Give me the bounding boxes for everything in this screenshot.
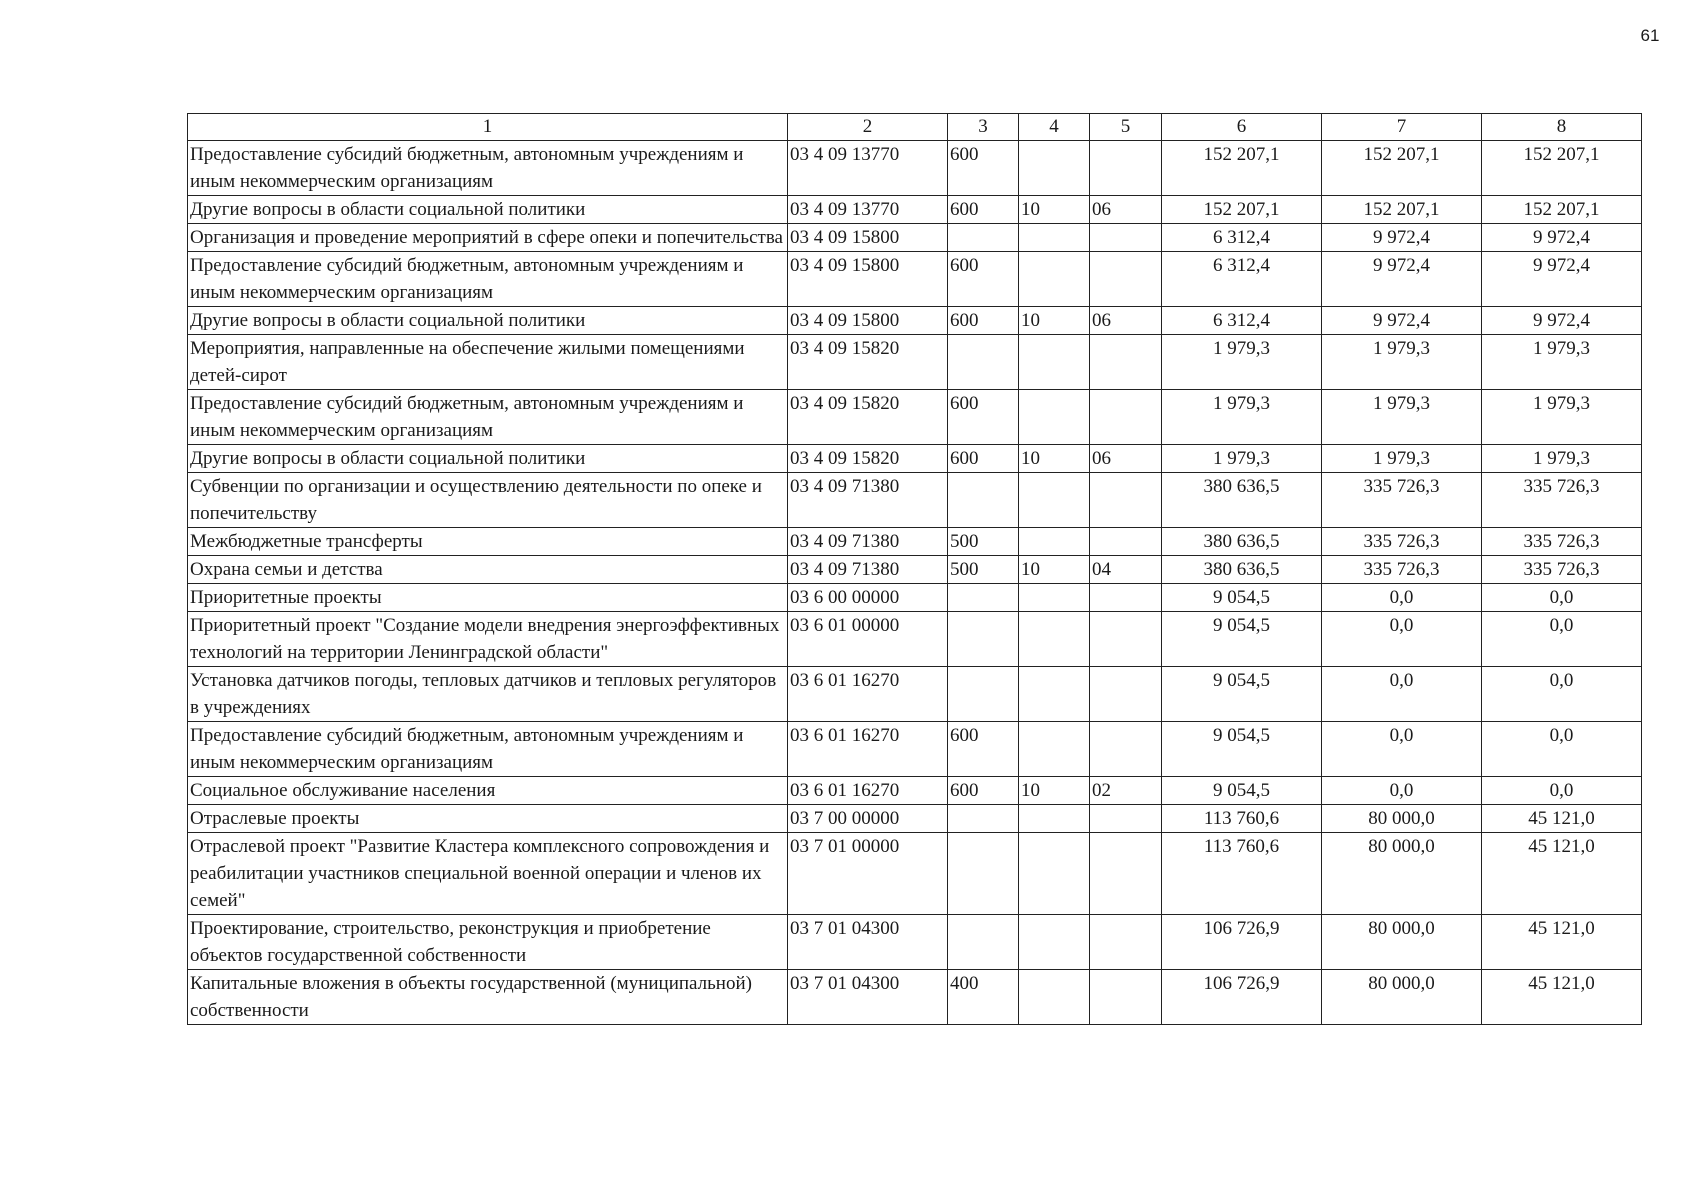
row-expense-type-cell <box>948 833 1019 915</box>
row-value-col6-cell: 1 979,3 <box>1162 445 1322 473</box>
table-row <box>188 915 1642 970</box>
table-row <box>188 970 1642 1025</box>
column-header: 8 <box>1482 114 1642 141</box>
row-section-cell <box>1019 833 1090 915</box>
table-row <box>188 612 1642 667</box>
row-value-col7-cell: 80 000,0 <box>1322 915 1482 970</box>
row-value-col8-cell: 0,0 <box>1482 667 1642 722</box>
row-code-cell: 03 6 00 00000 <box>788 584 948 612</box>
row-name-cell: Предоставление субсидий бюджетным, автономным учреждениям и иным некоммерческим организациям <box>188 390 788 445</box>
row-value-col7-cell: 152 207,1 <box>1322 196 1482 224</box>
row-value-col8-cell: 335 726,3 <box>1482 473 1642 528</box>
row-section-cell <box>1019 584 1090 612</box>
table-row <box>188 196 1642 224</box>
row-value-col8-cell: 0,0 <box>1482 612 1642 667</box>
table-row <box>188 141 1642 196</box>
table-row <box>188 335 1642 390</box>
row-value-col7-cell: 335 726,3 <box>1322 473 1482 528</box>
row-name-cell: Проектирование, строительство, реконструкция и приобретение объектов государственной собственности <box>188 915 788 970</box>
row-code-cell: 03 4 09 71380 <box>788 473 948 528</box>
row-code-cell: 03 7 01 04300 <box>788 915 948 970</box>
table-row <box>188 252 1642 307</box>
row-expense-type-cell: 400 <box>948 970 1019 1025</box>
row-value-col6-cell: 9 054,5 <box>1162 612 1322 667</box>
row-name-cell: Предоставление субсидий бюджетным, автономным учреждениям и иным некоммерческим организациям <box>188 141 788 196</box>
row-name-cell: Отраслевые проекты <box>188 805 788 833</box>
column-header: 5 <box>1090 114 1162 141</box>
table-row <box>188 390 1642 445</box>
row-expense-type-cell <box>948 473 1019 528</box>
row-section-cell <box>1019 224 1090 252</box>
row-subsection-cell: 06 <box>1090 196 1162 224</box>
row-value-col7-cell: 80 000,0 <box>1322 833 1482 915</box>
row-expense-type-cell: 600 <box>948 307 1019 335</box>
row-value-col8-cell: 152 207,1 <box>1482 196 1642 224</box>
row-code-cell: 03 4 09 15820 <box>788 445 948 473</box>
row-name-cell: Другие вопросы в области социальной политики <box>188 445 788 473</box>
row-value-col8-cell: 45 121,0 <box>1482 833 1642 915</box>
column-header: 6 <box>1162 114 1322 141</box>
row-section-cell: 10 <box>1019 196 1090 224</box>
row-subsection-cell <box>1090 224 1162 252</box>
row-value-col8-cell: 0,0 <box>1482 777 1642 805</box>
table-row <box>188 833 1642 915</box>
row-value-col8-cell: 1 979,3 <box>1482 445 1642 473</box>
row-subsection-cell <box>1090 667 1162 722</box>
table-row <box>188 528 1642 556</box>
column-header: 7 <box>1322 114 1482 141</box>
row-name-cell: Межбюджетные трансферты <box>188 528 788 556</box>
table-row <box>188 584 1642 612</box>
row-value-col7-cell: 152 207,1 <box>1322 141 1482 196</box>
row-subsection-cell <box>1090 612 1162 667</box>
row-value-col7-cell: 80 000,0 <box>1322 805 1482 833</box>
row-expense-type-cell: 600 <box>948 390 1019 445</box>
row-value-col7-cell: 0,0 <box>1322 667 1482 722</box>
row-section-cell <box>1019 141 1090 196</box>
row-code-cell: 03 4 09 13770 <box>788 196 948 224</box>
table-row <box>188 445 1642 473</box>
row-value-col6-cell: 1 979,3 <box>1162 335 1322 390</box>
row-section-cell <box>1019 970 1090 1025</box>
row-value-col6-cell: 9 054,5 <box>1162 777 1322 805</box>
row-section-cell <box>1019 722 1090 777</box>
row-subsection-cell <box>1090 970 1162 1025</box>
row-section-cell <box>1019 528 1090 556</box>
row-section-cell <box>1019 805 1090 833</box>
row-expense-type-cell: 600 <box>948 196 1019 224</box>
row-name-cell: Отраслевой проект "Развитие Кластера комплексного сопровождения и реабилитации участников специальной военной операции и членов их семей" <box>188 833 788 915</box>
row-value-col7-cell: 1 979,3 <box>1322 390 1482 445</box>
row-subsection-cell: 06 <box>1090 307 1162 335</box>
row-value-col6-cell: 380 636,5 <box>1162 473 1322 528</box>
row-value-col8-cell: 0,0 <box>1482 722 1642 777</box>
row-name-cell: Другие вопросы в области социальной политики <box>188 307 788 335</box>
row-value-col6-cell: 9 054,5 <box>1162 584 1322 612</box>
row-value-col6-cell: 152 207,1 <box>1162 141 1322 196</box>
row-section-cell <box>1019 612 1090 667</box>
row-value-col7-cell: 0,0 <box>1322 584 1482 612</box>
row-subsection-cell <box>1090 528 1162 556</box>
row-section-cell <box>1019 335 1090 390</box>
row-subsection-cell: 06 <box>1090 445 1162 473</box>
row-section-cell: 10 <box>1019 556 1090 584</box>
row-code-cell: 03 4 09 15800 <box>788 224 948 252</box>
row-expense-type-cell: 600 <box>948 777 1019 805</box>
row-code-cell: 03 4 09 71380 <box>788 528 948 556</box>
row-expense-type-cell: 500 <box>948 556 1019 584</box>
row-value-col6-cell: 380 636,5 <box>1162 528 1322 556</box>
row-subsection-cell <box>1090 252 1162 307</box>
row-expense-type-cell: 600 <box>948 252 1019 307</box>
table-body <box>188 141 1642 1025</box>
row-subsection-cell <box>1090 805 1162 833</box>
row-value-col8-cell: 335 726,3 <box>1482 528 1642 556</box>
row-code-cell: 03 6 01 16270 <box>788 777 948 805</box>
row-value-col6-cell: 380 636,5 <box>1162 556 1322 584</box>
row-expense-type-cell: 600 <box>948 722 1019 777</box>
row-value-col6-cell: 9 054,5 <box>1162 722 1322 777</box>
row-name-cell: Мероприятия, направленные на обеспечение жилыми помещениями детей-сирот <box>188 335 788 390</box>
row-expense-type-cell: 500 <box>948 528 1019 556</box>
row-value-col7-cell: 1 979,3 <box>1322 335 1482 390</box>
row-expense-type-cell <box>948 584 1019 612</box>
row-value-col8-cell: 45 121,0 <box>1482 915 1642 970</box>
table-row <box>188 224 1642 252</box>
table-row <box>188 667 1642 722</box>
row-value-col7-cell: 0,0 <box>1322 612 1482 667</box>
row-name-cell: Капитальные вложения в объекты государственной (муниципальной) собственности <box>188 970 788 1025</box>
row-section-cell <box>1019 667 1090 722</box>
budget-table <box>187 113 1642 1025</box>
row-value-col7-cell: 0,0 <box>1322 777 1482 805</box>
row-value-col7-cell: 335 726,3 <box>1322 556 1482 584</box>
header-row <box>188 114 1642 141</box>
row-value-col8-cell: 45 121,0 <box>1482 970 1642 1025</box>
row-value-col6-cell: 6 312,4 <box>1162 224 1322 252</box>
row-subsection-cell: 04 <box>1090 556 1162 584</box>
row-subsection-cell <box>1090 722 1162 777</box>
row-code-cell: 03 4 09 15820 <box>788 335 948 390</box>
row-value-col7-cell: 9 972,4 <box>1322 307 1482 335</box>
row-name-cell: Другие вопросы в области социальной политики <box>188 196 788 224</box>
row-code-cell: 03 6 01 16270 <box>788 667 948 722</box>
row-code-cell: 03 4 09 15800 <box>788 252 948 307</box>
row-expense-type-cell <box>948 612 1019 667</box>
row-section-cell: 10 <box>1019 777 1090 805</box>
row-value-col8-cell: 335 726,3 <box>1482 556 1642 584</box>
row-expense-type-cell: 600 <box>948 445 1019 473</box>
row-expense-type-cell <box>948 667 1019 722</box>
row-subsection-cell <box>1090 390 1162 445</box>
row-code-cell: 03 4 09 13770 <box>788 141 948 196</box>
row-value-col7-cell: 335 726,3 <box>1322 528 1482 556</box>
row-value-col7-cell: 9 972,4 <box>1322 224 1482 252</box>
row-subsection-cell <box>1090 141 1162 196</box>
row-code-cell: 03 6 01 00000 <box>788 612 948 667</box>
table-row <box>188 722 1642 777</box>
row-name-cell: Субвенции по организации и осуществлению деятельности по опеке и попечительству <box>188 473 788 528</box>
row-expense-type-cell <box>948 915 1019 970</box>
column-header: 2 <box>788 114 948 141</box>
row-code-cell: 03 4 09 71380 <box>788 556 948 584</box>
row-value-col6-cell: 6 312,4 <box>1162 307 1322 335</box>
row-value-col7-cell: 80 000,0 <box>1322 970 1482 1025</box>
row-value-col7-cell: 1 979,3 <box>1322 445 1482 473</box>
table-row <box>188 805 1642 833</box>
row-value-col6-cell: 106 726,9 <box>1162 970 1322 1025</box>
table-row <box>188 473 1642 528</box>
row-name-cell: Социальное обслуживание населения <box>188 777 788 805</box>
row-section-cell: 10 <box>1019 307 1090 335</box>
table-row <box>188 307 1642 335</box>
row-code-cell: 03 7 01 00000 <box>788 833 948 915</box>
row-value-col6-cell: 113 760,6 <box>1162 805 1322 833</box>
row-name-cell: Приоритетный проект "Создание модели внедрения энергоэффективных технологий на территории Ленинградской области" <box>188 612 788 667</box>
row-code-cell: 03 7 01 04300 <box>788 970 948 1025</box>
column-header: 3 <box>948 114 1019 141</box>
row-value-col6-cell: 1 979,3 <box>1162 390 1322 445</box>
row-name-cell: Предоставление субсидий бюджетным, автономным учреждениям и иным некоммерческим организациям <box>188 252 788 307</box>
table-row <box>188 556 1642 584</box>
row-value-col8-cell: 152 207,1 <box>1482 141 1642 196</box>
row-value-col6-cell: 106 726,9 <box>1162 915 1322 970</box>
row-name-cell: Организация и проведение мероприятий в сфере опеки и попечительства <box>188 224 788 252</box>
row-name-cell: Охрана семьи и детства <box>188 556 788 584</box>
row-code-cell: 03 6 01 16270 <box>788 722 948 777</box>
row-value-col8-cell: 1 979,3 <box>1482 390 1642 445</box>
row-expense-type-cell <box>948 805 1019 833</box>
row-section-cell: 10 <box>1019 445 1090 473</box>
row-value-col8-cell: 1 979,3 <box>1482 335 1642 390</box>
row-value-col8-cell: 9 972,4 <box>1482 252 1642 307</box>
row-value-col6-cell: 9 054,5 <box>1162 667 1322 722</box>
row-subsection-cell <box>1090 833 1162 915</box>
row-value-col8-cell: 9 972,4 <box>1482 307 1642 335</box>
table-row <box>188 777 1642 805</box>
row-section-cell <box>1019 390 1090 445</box>
row-subsection-cell: 02 <box>1090 777 1162 805</box>
row-value-col6-cell: 152 207,1 <box>1162 196 1322 224</box>
row-code-cell: 03 4 09 15800 <box>788 307 948 335</box>
row-value-col8-cell: 0,0 <box>1482 584 1642 612</box>
row-value-col6-cell: 6 312,4 <box>1162 252 1322 307</box>
row-subsection-cell <box>1090 473 1162 528</box>
row-section-cell <box>1019 473 1090 528</box>
row-expense-type-cell: 600 <box>948 141 1019 196</box>
row-value-col7-cell: 0,0 <box>1322 722 1482 777</box>
row-value-col7-cell: 9 972,4 <box>1322 252 1482 307</box>
row-value-col8-cell: 9 972,4 <box>1482 224 1642 252</box>
row-value-col8-cell: 45 121,0 <box>1482 805 1642 833</box>
column-header: 1 <box>188 114 788 141</box>
row-expense-type-cell <box>948 335 1019 390</box>
row-value-col6-cell: 113 760,6 <box>1162 833 1322 915</box>
row-subsection-cell <box>1090 335 1162 390</box>
row-section-cell <box>1019 252 1090 307</box>
row-expense-type-cell <box>948 224 1019 252</box>
row-name-cell: Установка датчиков погоды, тепловых датчиков и тепловых регуляторов в учреждениях <box>188 667 788 722</box>
row-code-cell: 03 7 00 00000 <box>788 805 948 833</box>
row-subsection-cell <box>1090 915 1162 970</box>
row-code-cell: 03 4 09 15820 <box>788 390 948 445</box>
row-name-cell: Приоритетные проекты <box>188 584 788 612</box>
row-subsection-cell <box>1090 584 1162 612</box>
column-header: 4 <box>1019 114 1090 141</box>
row-name-cell: Предоставление субсидий бюджетным, автономным учреждениям и иным некоммерческим организациям <box>188 722 788 777</box>
row-section-cell <box>1019 915 1090 970</box>
page-number: 61 <box>1640 26 1660 45</box>
